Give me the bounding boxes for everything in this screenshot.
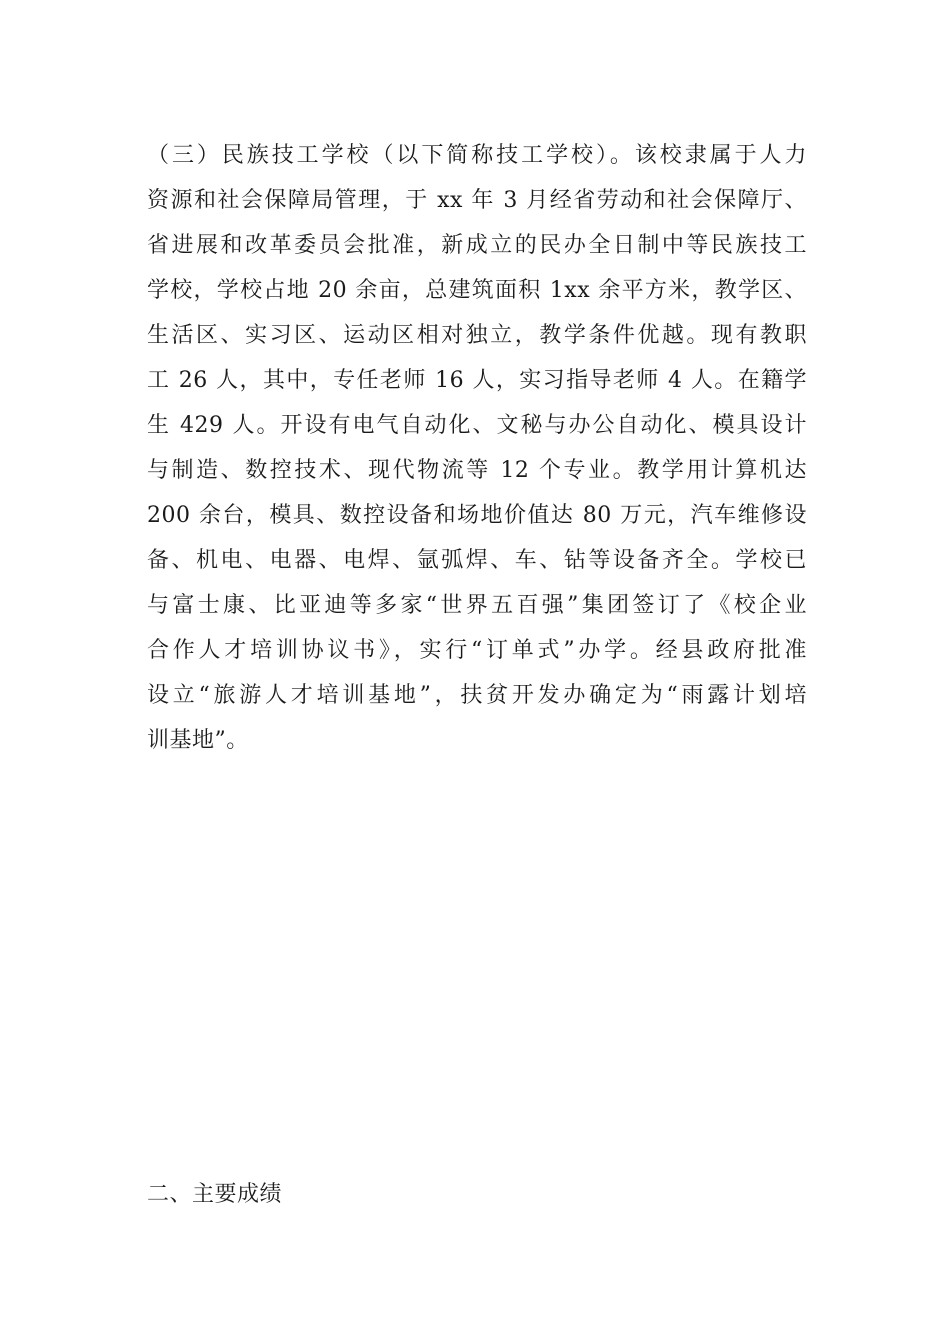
paragraph-line: 省进展和改革委员会批准，新成立的民办全日制中等民族技工 bbox=[147, 233, 807, 258]
paragraph-line: 合作人才培训协议书》，实行“订单式”办学。经县政府批准 bbox=[147, 638, 807, 663]
paragraph-line: 资源和社会保障局管理，于 xx 年 3 月经省劳动和社会保障厅、 bbox=[147, 188, 807, 213]
paragraph-line: 备、机电、电器、电焊、氩弧焊、车、钻等设备齐全。学校已 bbox=[147, 548, 807, 573]
paragraph-line: 设立“旅游人才培训基地”，扶贫开发办确定为“雨露计划培 bbox=[147, 683, 807, 708]
paragraph-line: 200 余台，模具、数控设备和场地价值达 80 万元，汽车维修设 bbox=[147, 503, 807, 528]
paragraph-line: 学校，学校占地 20 余亩，总建筑面积 1xx 余平方米，教学区、 bbox=[147, 278, 807, 303]
paragraph-line: 工 26 人，其中，专任老师 16 人，实习指导老师 4 人。在籍学 bbox=[147, 368, 807, 393]
paragraph-line: 训基地”。 bbox=[147, 728, 249, 753]
paragraph-line: （三）民族技工学校（以下简称技工学校）。该校隶属于人力 bbox=[147, 143, 807, 168]
paragraph-line: 生活区、实习区、运动区相对独立，教学条件优越。现有教职 bbox=[147, 323, 807, 348]
paragraph-technical-school bbox=[147, 133, 807, 763]
paragraph-line: 生 429 人。开设有电气自动化、文秘与办公自动化、模具设计 bbox=[147, 413, 807, 438]
section-heading: 二、主要成绩 bbox=[147, 1182, 283, 1207]
paragraph-line: 与富士康、比亚迪等多家“世界五百强”集团签订了《校企业 bbox=[147, 593, 807, 618]
paragraph-line: 与制造、数控技术、现代物流等 12 个专业。教学用计算机达 bbox=[147, 458, 807, 483]
